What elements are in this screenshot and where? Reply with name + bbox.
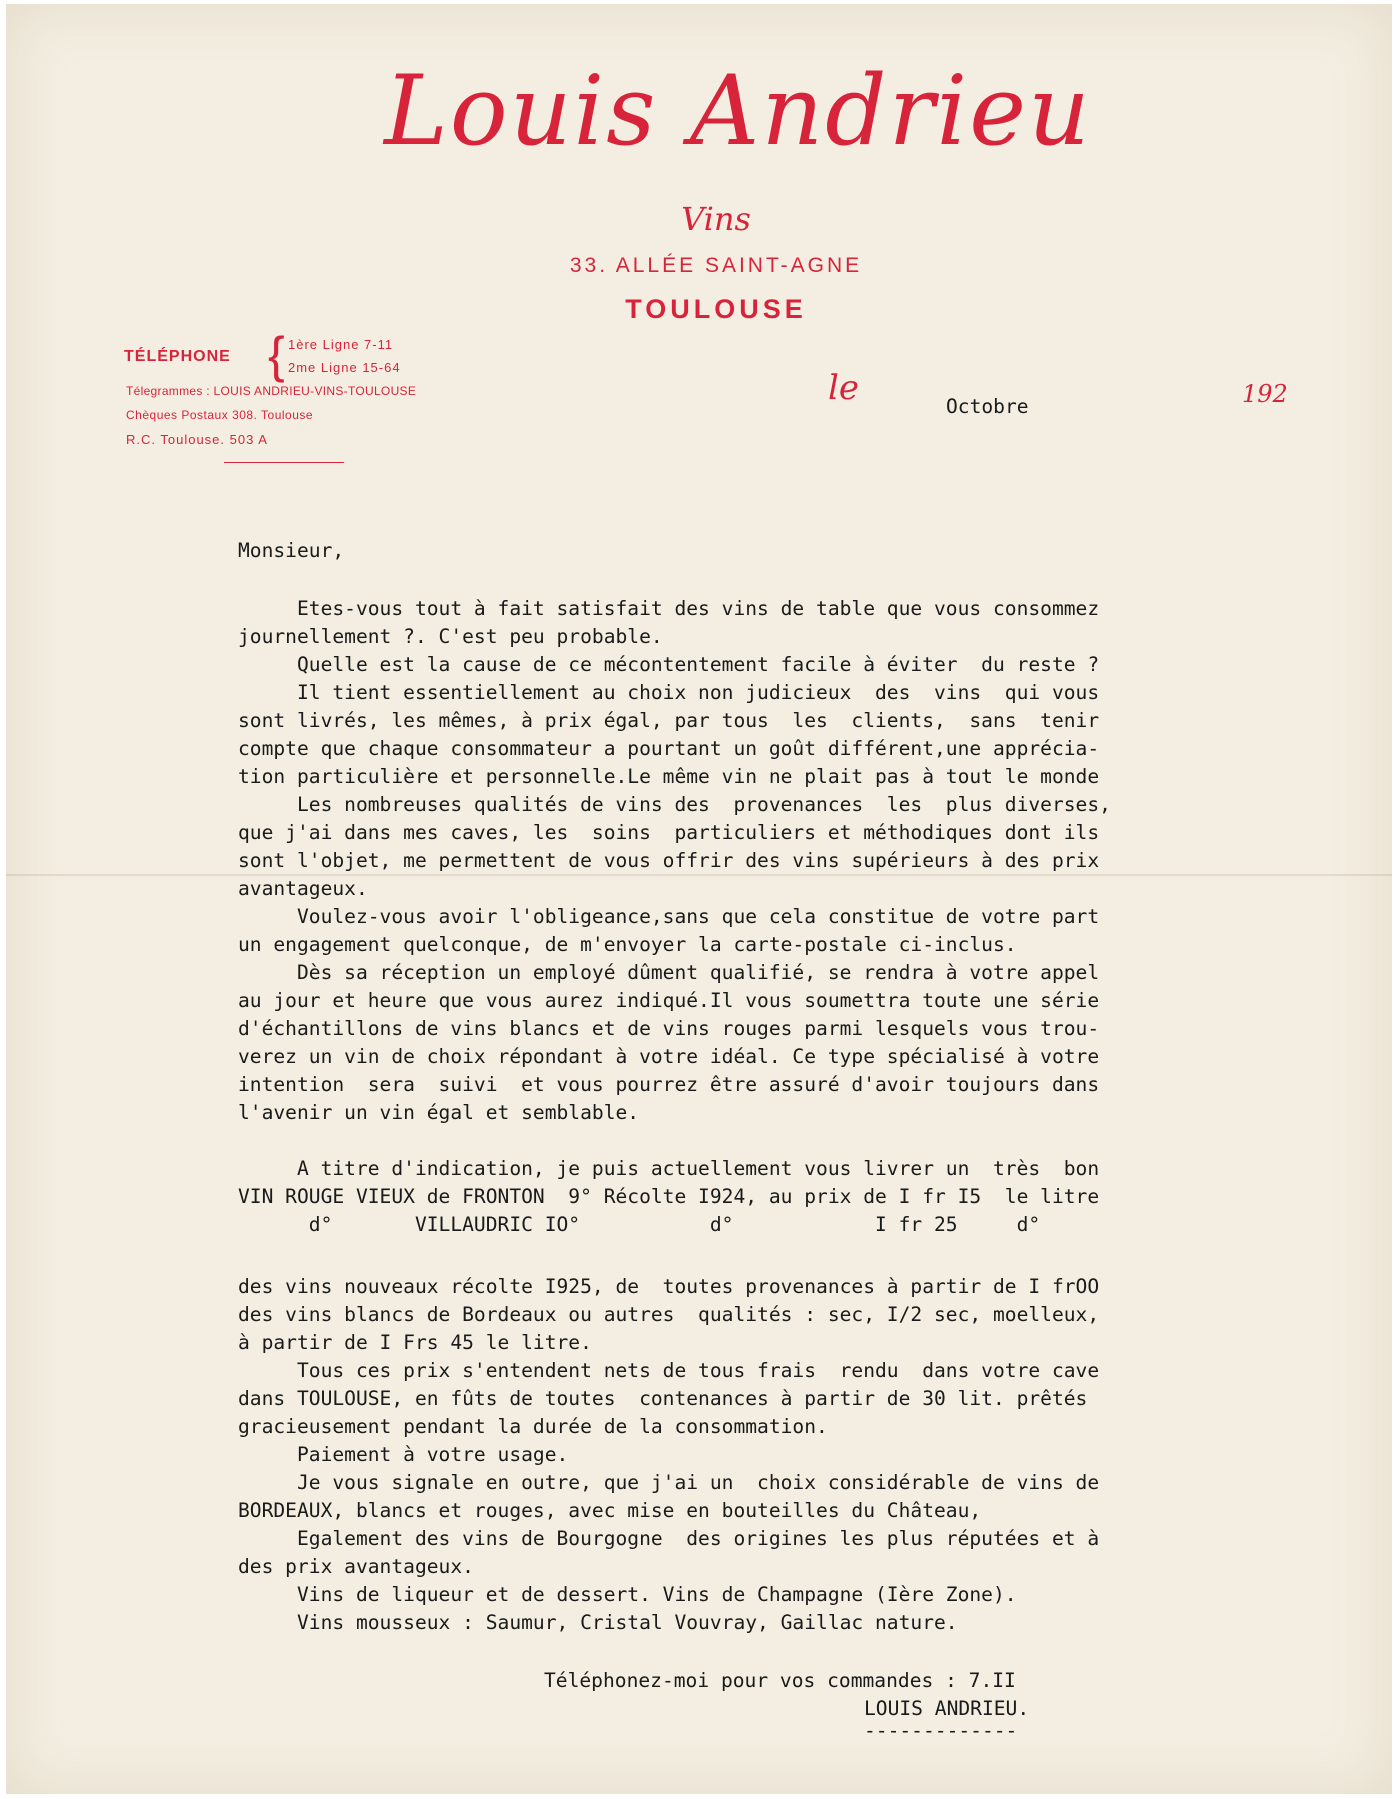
salutation: Monsieur, [238,539,345,562]
body-line: que j'ai dans mes caves, les soins particuliers et méthodiques dont ils [238,821,1100,844]
telegrams-line: Télegrammes : LOUIS ANDRIEU-VINS-TOULOUSE [126,384,417,398]
body-line: dans TOULOUSE, en fûts de toutes contenances à partir de 30 lit. prêtés [238,1387,1088,1410]
body-line: BORDEAUX, blancs et rouges, avec mise en bouteilles du Château, [238,1499,982,1522]
body-line: d° VILLAUDRIC IO° d° I fr 25 d° [238,1213,1041,1236]
body-line: Les nombreuses qualités de vins des provenances les plus diverses, [238,793,1111,816]
telephone-label: TÉLÉPHONE [124,348,231,365]
rc-line: R.C. Toulouse. 503 A [126,432,268,447]
brace-glyph: { [268,327,285,383]
body-line: Egalement des vins de Bourgogne des origines les plus réputées et à [238,1527,1100,1550]
date-prefix: le [828,368,859,408]
body-line: d'échantillons de vins blancs et de vins rouges parmi lesquels vous trou- [238,1017,1100,1040]
letter-sheet [6,4,1392,1794]
letterhead-brand: Louis Andrieu [384,55,1092,167]
year-prefix: 192 [1242,380,1288,408]
body-line: compte que chaque consommateur a pourtant un goût différent,une apprécia- [238,737,1100,760]
contact-divider [224,462,344,463]
telephone-line-2: 2me Ligne 15-64 [288,360,401,375]
body-line: des vins blancs de Bordeaux ou autres qualités : sec, I/2 sec, moelleux, [238,1303,1100,1326]
body-line: au jour et heure que vous aurez indiqué.Il vous soumettra toute une série [238,989,1100,1012]
body-line: à partir de I Frs 45 le litre. [238,1331,592,1354]
body-line: Vins de liqueur et de dessert. Vins de Champagne (Ière Zone). [238,1583,1017,1606]
cheques-line: Chèques Postaux 308. Toulouse [126,408,314,422]
body-line: Je vous signale en outre, que j'ai un choix considérable de vins de [238,1471,1100,1494]
body-line: des prix avantageux. [238,1555,474,1578]
body-line: Il tient essentiellement au choix non judicieux des vins qui vous [238,681,1100,704]
body-line: VIN ROUGE VIEUX de FRONTON 9° Récolte I924, au prix de I fr I5 le litre [238,1185,1100,1208]
body-line: gracieusement pendant la durée de la consommation. [238,1415,828,1438]
body-line: Etes-vous tout à fait satisfait des vins de table que vous consommez [238,597,1100,620]
body-line: intention sera suivi et vous pourrez être assuré d'avoir toujours dans [238,1073,1100,1096]
signature: LOUIS ANDRIEU. [864,1697,1030,1720]
body-line: Tous ces prix s'entendent nets de tous frais rendu dans votre cave [238,1359,1100,1382]
body-line: journellement ?. C'est peu probable. [238,625,663,648]
body-line: Quelle est la cause de ce mécontentement facile à éviter du reste ? [238,653,1100,676]
body-line: Paiement à votre usage. [238,1443,569,1466]
body-line: un engagement quelconque, de m'envoyer la carte-postale ci-inclus. [238,933,1017,956]
body-line: l'avenir un vin égal et semblable. [238,1101,640,1124]
body-line: Dès sa réception un employé dûment qualifié, se rendra à votre appel [238,961,1100,984]
body-line: Voulez-vous avoir l'obligeance,sans que cela constitue de votre part [238,905,1100,928]
signature-rule: ------------- [864,1719,1018,1742]
paper-fold [6,874,1392,876]
date-month: Octobre [946,395,1029,418]
body-line: tion particulière et personnelle.Le même vin ne plait pas à tout le monde [238,765,1100,788]
letterhead-tagline: Vins [681,200,751,238]
letterhead-city: TOULOUSE [625,294,807,324]
body-line: verez un vin de choix répondant à votre idéal. Ce type spécialisé à votre [238,1045,1100,1068]
body-line: avantageux. [238,877,368,900]
body-line: des vins nouveaux récolte I925, de toutes provenances à partir de I frOO [238,1275,1100,1298]
body-line: sont l'objet, me permettent de vous offrir des vins supérieurs à des prix [238,849,1100,872]
body-line: A titre d'indication, je puis actuellement vous livrer un très bon [238,1157,1100,1180]
telephone-line-1: 1ère Ligne 7-11 [288,337,394,352]
body-line: sont livrés, les mêmes, à prix égal, par tous les clients, sans tenir [238,709,1100,732]
phone-note: Téléphonez-moi pour vos commandes : 7.II [544,1669,1016,1692]
letterhead-address: 33. ALLÉE SAINT-AGNE [569,254,863,277]
body-line: Vins mousseux : Saumur, Cristal Vouvray, Gaillac nature. [238,1611,958,1634]
